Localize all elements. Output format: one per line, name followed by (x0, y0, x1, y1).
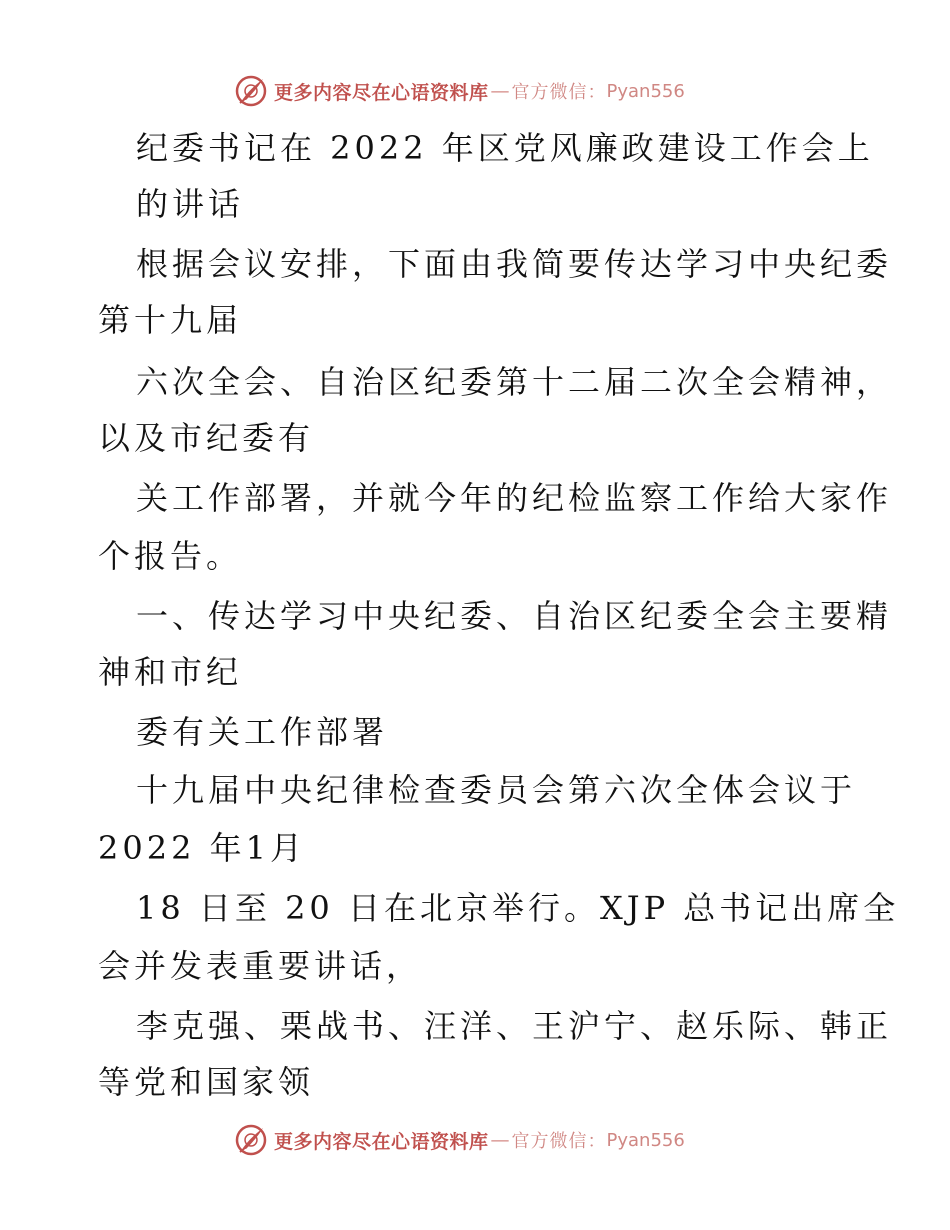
paragraph-line: 十九届中央纪律检查委员会第六次全体会议于 (136, 771, 857, 809)
watermark-separator: — (490, 80, 510, 102)
paragraph-line: 六次全会、自治区纪委第十二届二次全会精神， (136, 363, 893, 401)
paragraph-line: 个报告。 (98, 537, 243, 575)
section-heading-line: 委有关工作部署 (136, 713, 389, 751)
title-line-1: 纪委书记在 2022 年区党风廉政建设工作会上 (136, 129, 874, 167)
paragraph-line: 第十九届 (98, 301, 243, 339)
paragraph-line: 等党和国家领 (98, 1063, 315, 1101)
paragraph-line: 会并发表重要讲话， (98, 947, 423, 985)
quill-pen-logo-icon (234, 74, 268, 108)
watermark-wechat-id: Pyan556 (606, 80, 685, 102)
header-watermark (234, 73, 685, 109)
watermark-official: 官方微信： (511, 82, 607, 103)
watermark-separator: — (490, 1129, 510, 1151)
watermark-wechat-id: Pyan556 (606, 1129, 685, 1151)
paragraph-line: 根据会议安排，下面由我简要传达学习中央纪委 (136, 245, 893, 283)
paragraph-line: 关工作部署，并就今年的纪检监察工作给大家作 (136, 479, 893, 517)
watermark-brand: 更多内容尽在心语资料库 (274, 81, 489, 104)
quill-pen-logo-icon (234, 1123, 268, 1157)
watermark-brand: 更多内容尽在心语资料库 (274, 1130, 489, 1153)
footer-watermark (234, 1122, 685, 1158)
paragraph-line: 18 日至 20 日在北京举行。XJP 总书记出席全 (136, 889, 900, 927)
paragraph-line: 以及市纪委有 (98, 419, 315, 457)
watermark-official: 官方微信： (511, 1131, 607, 1152)
section-heading-line: 一、传达学习中央纪委、自治区纪委全会主要精 (136, 597, 893, 635)
paragraph-line: 2022 年1月 (98, 829, 306, 867)
title-line-2: 的讲话 (136, 185, 245, 223)
section-heading-line: 神和市纪 (98, 653, 243, 691)
paragraph-line: 李克强、栗战书、汪洋、王沪宁、赵乐际、韩正 (136, 1007, 893, 1045)
